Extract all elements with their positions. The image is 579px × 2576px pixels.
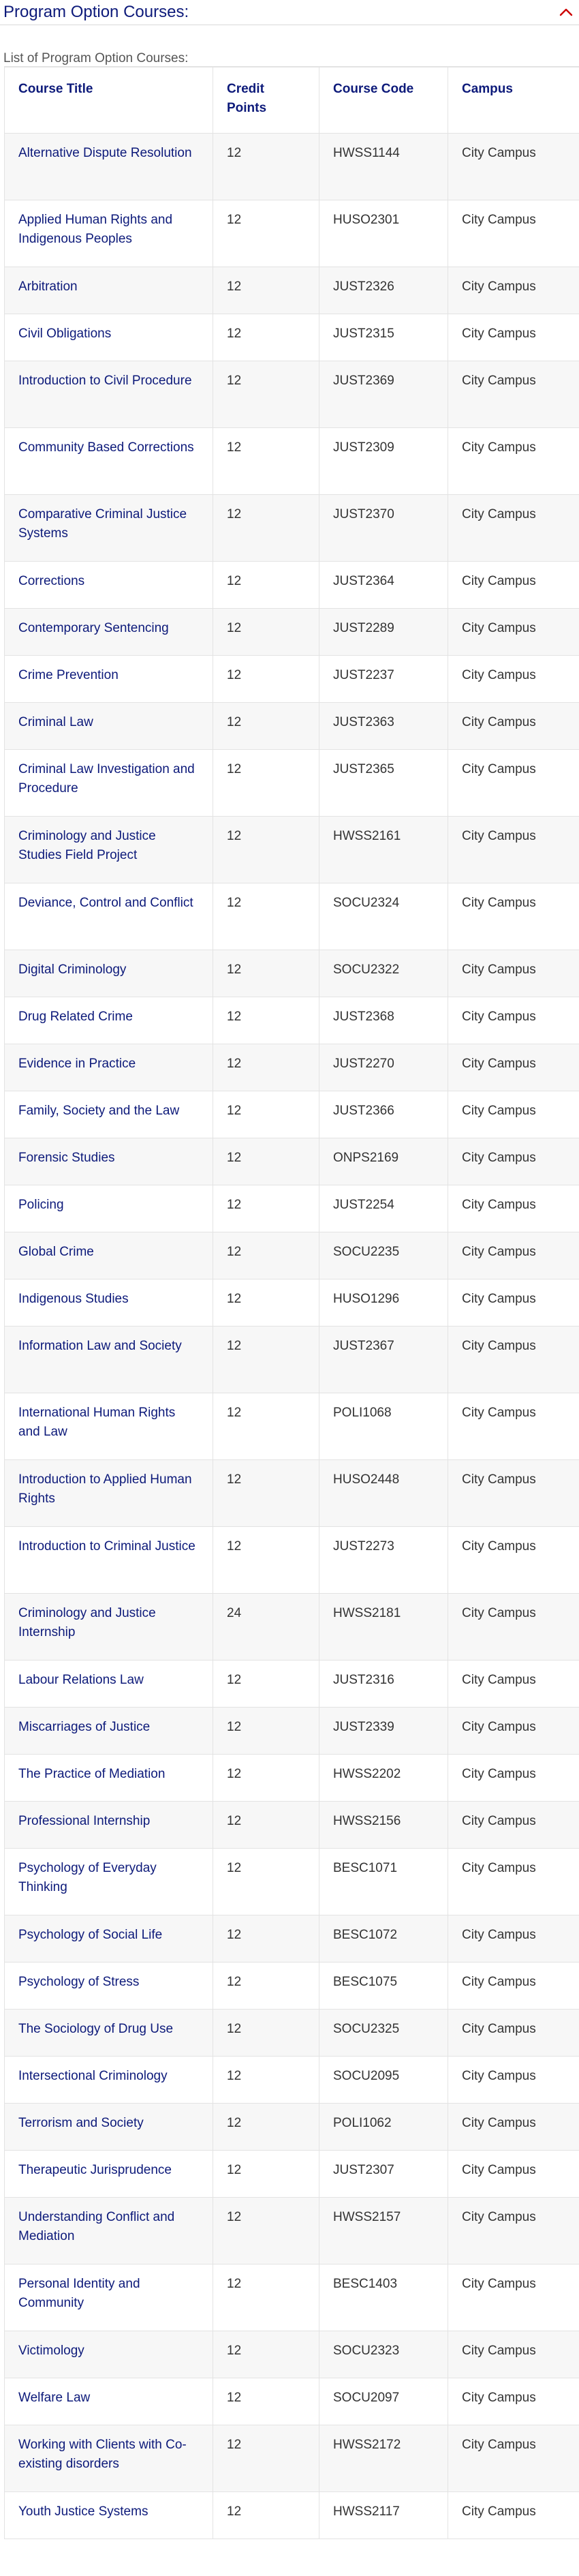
course-code-cell: SOCU2235 [319, 1232, 448, 1279]
course-code-cell: HWSS2117 [319, 2492, 448, 2539]
course-code-cell: JUST2316 [319, 1661, 448, 1708]
course-code-cell: BESC1403 [319, 2264, 448, 2331]
course-title-cell [5, 883, 213, 950]
course-code-cell: BESC1075 [319, 1963, 448, 2010]
campus-cell: City Campus [448, 314, 579, 361]
credit-points-cell: 12 [213, 2151, 319, 2198]
course-title-cell [5, 428, 213, 495]
credit-points-cell: 12 [213, 562, 319, 609]
credit-points-cell: 12 [213, 1232, 319, 1279]
course-code-cell: SOCU2325 [319, 2010, 448, 2057]
course-title-cell [5, 2264, 213, 2331]
course-title-cell [5, 1327, 213, 1393]
table-row [5, 1091, 579, 1138]
course-title-cell [5, 1185, 213, 1232]
credit-points-cell: 12 [213, 200, 319, 267]
table-row [5, 656, 579, 703]
campus-cell: City Campus [448, 1594, 579, 1661]
credit-points-cell: 12 [213, 2104, 319, 2151]
course-title-link[interactable]: Criminal Law Investigation and Procedure [18, 762, 195, 795]
table-row [5, 2010, 579, 2057]
table-row [5, 2264, 579, 2331]
course-title-link[interactable]: Working with Clients with Co-existing disorders [18, 2438, 187, 2471]
courses-table-body [5, 134, 579, 2539]
table-row [5, 200, 579, 267]
table-row [5, 1527, 579, 1594]
credit-points-cell: 12 [213, 1138, 319, 1185]
course-title-link[interactable]: The Practice of Mediation [18, 1767, 166, 1781]
course-title-cell [5, 750, 213, 817]
credit-points-cell: 12 [213, 428, 319, 495]
table-row [5, 950, 579, 997]
course-title-cell [5, 2151, 213, 2198]
campus-cell: City Campus [448, 1460, 579, 1527]
campus-cell: City Campus [448, 1963, 579, 2010]
table-row [5, 997, 579, 1044]
course-title-link[interactable]: International Human Rights and Law [18, 1406, 176, 1439]
course-title-link[interactable]: Indigenous Studies [18, 1292, 129, 1306]
course-title-cell [5, 2057, 213, 2104]
table-row [5, 495, 579, 562]
course-title-cell [5, 2010, 213, 2057]
course-title-link[interactable]: Labour Relations Law [18, 1673, 144, 1687]
course-code-cell: JUST2339 [319, 1708, 448, 1755]
credit-points-cell: 12 [213, 314, 319, 361]
course-code-cell: JUST2366 [319, 1091, 448, 1138]
course-title-link[interactable]: Alternative Dispute Resolution [18, 146, 192, 160]
course-title-link[interactable]: Intersectional Criminology [18, 2069, 168, 2083]
course-code-cell: HWSS2181 [319, 1594, 448, 1661]
table-row [5, 1594, 579, 1661]
course-title-cell [5, 2104, 213, 2151]
course-title-link[interactable]: Introduction to Criminal Justice [18, 1539, 195, 1554]
table-row [5, 428, 579, 495]
courses-table [4, 66, 579, 2539]
course-title-link[interactable]: Deviance, Control and Conflict [18, 896, 193, 910]
course-title-cell [5, 656, 213, 703]
credit-points-cell: 12 [213, 1393, 319, 1460]
course-title-cell [5, 267, 213, 314]
table-row [5, 562, 579, 609]
course-title-cell [5, 2492, 213, 2539]
credit-points-cell: 12 [213, 1802, 319, 1849]
campus-cell: City Campus [448, 1661, 579, 1708]
credit-points-cell: 12 [213, 817, 319, 883]
course-code-cell: HUSO1296 [319, 1279, 448, 1327]
campus-cell: City Campus [448, 2057, 579, 2104]
column-header-campus: Campus [448, 67, 579, 134]
table-row [5, 2378, 579, 2425]
course-title-cell [5, 1802, 213, 1849]
table-row [5, 2425, 579, 2492]
campus-cell: City Campus [448, 2104, 579, 2151]
course-title-cell [5, 134, 213, 200]
credit-points-cell: 12 [213, 495, 319, 562]
table-row [5, 2104, 579, 2151]
column-header-course-title: Course Title [5, 67, 213, 134]
course-title-cell [5, 314, 213, 361]
credit-points-cell: 12 [213, 1327, 319, 1393]
course-title-link[interactable]: Psychology of Social Life [18, 1928, 163, 1942]
course-code-cell: JUST2307 [319, 2151, 448, 2198]
credit-points-cell: 12 [213, 361, 319, 428]
campus-cell: City Campus [448, 200, 579, 267]
course-title-cell [5, 950, 213, 997]
campus-cell: City Campus [448, 428, 579, 495]
course-code-cell: JUST2270 [319, 1044, 448, 1091]
table-row [5, 314, 579, 361]
course-title-link[interactable]: Information Law and Society [18, 1339, 182, 1353]
course-code-cell: POLI1062 [319, 2104, 448, 2151]
credit-points-cell: 12 [213, 2425, 319, 2492]
course-code-cell: SOCU2322 [319, 950, 448, 997]
credit-points-cell: 12 [213, 1708, 319, 1755]
credit-points-cell: 12 [213, 609, 319, 656]
course-title-cell [5, 2331, 213, 2378]
course-title-cell [5, 495, 213, 562]
course-title-link[interactable]: Terrorism and Society [18, 2116, 144, 2130]
course-title-cell [5, 1091, 213, 1138]
course-code-cell: ONPS2169 [319, 1138, 448, 1185]
credit-points-cell: 12 [213, 1915, 319, 1963]
table-row [5, 2331, 579, 2378]
credit-points-cell: 12 [213, 2198, 319, 2264]
course-title-cell [5, 1849, 213, 1915]
credit-points-cell: 12 [213, 267, 319, 314]
campus-cell: City Campus [448, 1802, 579, 1849]
credit-points-cell: 12 [213, 1185, 319, 1232]
course-title-link[interactable]: Miscarriages of Justice [18, 1720, 151, 1734]
course-title-link[interactable]: Global Crime [18, 1245, 94, 1259]
course-title-cell [5, 1755, 213, 1802]
credit-points-cell: 12 [213, 883, 319, 950]
table-row [5, 1279, 579, 1327]
table-row [5, 883, 579, 950]
credit-points-cell: 12 [213, 2264, 319, 2331]
table-row [5, 1849, 579, 1915]
campus-cell: City Campus [448, 883, 579, 950]
course-title-link[interactable]: Understanding Conflict and Mediation [18, 2210, 175, 2243]
table-row [5, 1044, 579, 1091]
table-row [5, 1138, 579, 1185]
course-title-link[interactable]: Therapeutic Jurisprudence [18, 2163, 172, 2177]
campus-cell: City Campus [448, 1849, 579, 1915]
credit-points-cell: 12 [213, 1755, 319, 1802]
course-title-link[interactable]: Criminal Law [18, 715, 93, 729]
course-code-cell: HWSS1144 [319, 134, 448, 200]
course-title-link[interactable]: Civil Obligations [18, 327, 112, 341]
section-title: Program Option Courses: [3, 3, 189, 21]
credit-points-cell: 12 [213, 750, 319, 817]
campus-cell: City Campus [448, 703, 579, 750]
credit-points-cell: 12 [213, 1527, 319, 1594]
campus-cell: City Campus [448, 2492, 579, 2539]
course-code-cell: JUST2369 [319, 361, 448, 428]
course-title-link[interactable]: Comparative Criminal Justice Systems [18, 507, 187, 541]
campus-cell: City Campus [448, 2010, 579, 2057]
course-code-cell: HUSO2448 [319, 1460, 448, 1527]
course-title-link[interactable]: Family, Society and the Law [18, 1104, 180, 1118]
campus-cell: City Campus [448, 134, 579, 200]
course-title-cell [5, 2378, 213, 2425]
campus-cell: City Campus [448, 817, 579, 883]
course-code-cell: JUST2309 [319, 428, 448, 495]
course-code-cell: HWSS2172 [319, 2425, 448, 2492]
credit-points-cell: 12 [213, 997, 319, 1044]
course-title-cell [5, 1044, 213, 1091]
credit-points-cell: 12 [213, 1091, 319, 1138]
table-row [5, 1232, 579, 1279]
course-title-link[interactable]: Evidence in Practice [18, 1057, 136, 1071]
table-row [5, 267, 579, 314]
course-title-link[interactable]: Contemporary Sentencing [18, 621, 169, 635]
course-title-cell [5, 562, 213, 609]
table-row [5, 2057, 579, 2104]
campus-cell: City Campus [448, 1708, 579, 1755]
course-code-cell: JUST2363 [319, 703, 448, 750]
course-code-cell: JUST2368 [319, 997, 448, 1044]
course-code-cell: SOCU2324 [319, 883, 448, 950]
credit-points-cell: 12 [213, 2010, 319, 2057]
credit-points-cell: 12 [213, 2331, 319, 2378]
table-row [5, 2151, 579, 2198]
table-row [5, 1708, 579, 1755]
campus-cell: City Campus [448, 2425, 579, 2492]
course-title-cell [5, 361, 213, 428]
course-title-link[interactable]: The Sociology of Drug Use [18, 2022, 174, 2036]
campus-cell: City Campus [448, 1755, 579, 1802]
table-row [5, 817, 579, 883]
course-code-cell: POLI1068 [319, 1393, 448, 1460]
table-row [5, 1393, 579, 1460]
course-title-cell [5, 2198, 213, 2264]
campus-cell: City Campus [448, 361, 579, 428]
course-title-link[interactable]: Digital Criminology [18, 963, 127, 977]
course-code-cell: JUST2370 [319, 495, 448, 562]
course-title-cell [5, 1279, 213, 1327]
course-code-cell: HUSO2301 [319, 200, 448, 267]
table-row [5, 1661, 579, 1708]
course-code-cell: HWSS2157 [319, 2198, 448, 2264]
course-title-link[interactable]: Introduction to Applied Human Rights [18, 1472, 192, 1506]
campus-cell: City Campus [448, 1232, 579, 1279]
campus-cell: City Campus [448, 2264, 579, 2331]
course-code-cell: JUST2364 [319, 562, 448, 609]
campus-cell: City Campus [448, 2378, 579, 2425]
course-code-cell: HWSS2156 [319, 1802, 448, 1849]
course-title-cell [5, 200, 213, 267]
table-row [5, 1185, 579, 1232]
course-code-cell: JUST2315 [319, 314, 448, 361]
table-row [5, 1963, 579, 2010]
course-code-cell: BESC1072 [319, 1915, 448, 1963]
campus-cell: City Campus [448, 1915, 579, 1963]
campus-cell: City Campus [448, 1279, 579, 1327]
campus-cell: City Campus [448, 750, 579, 817]
accordion-header[interactable] [0, 0, 579, 25]
credit-points-cell: 12 [213, 1044, 319, 1091]
course-title-cell [5, 1708, 213, 1755]
table-row [5, 1802, 579, 1849]
credit-points-cell: 12 [213, 1460, 319, 1527]
course-title-cell [5, 1232, 213, 1279]
course-code-cell: SOCU2097 [319, 2378, 448, 2425]
course-title-link[interactable]: Crime Prevention [18, 668, 119, 682]
campus-cell: City Campus [448, 562, 579, 609]
campus-cell: City Campus [448, 1393, 579, 1460]
campus-cell: City Campus [448, 2198, 579, 2264]
course-title-link[interactable]: Victimology [18, 2344, 84, 2358]
campus-cell: City Campus [448, 2151, 579, 2198]
credit-points-cell: 24 [213, 1594, 319, 1661]
course-code-cell: JUST2289 [319, 609, 448, 656]
course-title-cell [5, 1393, 213, 1460]
course-title-link[interactable]: Criminology and Justice Internship [18, 1606, 156, 1639]
course-code-cell: SOCU2323 [319, 2331, 448, 2378]
campus-cell: City Campus [448, 495, 579, 562]
table-row [5, 1755, 579, 1802]
campus-cell: City Campus [448, 267, 579, 314]
table-row [5, 2198, 579, 2264]
credit-points-cell: 12 [213, 2057, 319, 2104]
table-row [5, 609, 579, 656]
course-title-link[interactable]: Personal Identity and Community [18, 2277, 140, 2310]
course-title-link[interactable]: Arbitration [18, 279, 78, 294]
campus-cell: City Campus [448, 1091, 579, 1138]
course-title-cell [5, 609, 213, 656]
campus-cell: City Campus [448, 1327, 579, 1393]
campus-cell: City Campus [448, 2331, 579, 2378]
campus-cell: City Campus [448, 997, 579, 1044]
course-title-link[interactable]: Drug Related Crime [18, 1010, 133, 1024]
course-title-cell [5, 1963, 213, 2010]
course-title-link[interactable]: Welfare Law [18, 2391, 91, 2405]
course-title-cell [5, 817, 213, 883]
chevron-up-icon[interactable] [557, 3, 575, 21]
course-title-link[interactable]: Psychology of Stress [18, 1975, 140, 1989]
credit-points-cell: 12 [213, 134, 319, 200]
credit-points-cell: 12 [213, 1849, 319, 1915]
course-title-link[interactable]: Corrections [18, 574, 85, 588]
credit-points-cell: 12 [213, 1661, 319, 1708]
course-title-link[interactable]: Policing [18, 1198, 64, 1212]
course-title-link[interactable]: Community Based Corrections [18, 440, 194, 455]
campus-cell: City Campus [448, 609, 579, 656]
course-code-cell: JUST2326 [319, 267, 448, 314]
course-title-link[interactable]: Psychology of Everyday Thinking [18, 1861, 157, 1894]
course-title-cell [5, 1661, 213, 1708]
course-title-cell [5, 703, 213, 750]
campus-cell: City Campus [448, 1185, 579, 1232]
table-row [5, 361, 579, 428]
credit-points-cell: 12 [213, 2378, 319, 2425]
course-title-link[interactable]: Applied Human Rights and Indigenous Peoples [18, 213, 173, 246]
table-row [5, 1327, 579, 1393]
course-title-cell [5, 1138, 213, 1185]
credit-points-cell: 12 [213, 703, 319, 750]
course-title-link[interactable]: Criminology and Justice Studies Field Project [18, 829, 156, 862]
table-row [5, 134, 579, 200]
course-title-cell [5, 1594, 213, 1661]
course-title-link[interactable]: Forensic Studies [18, 1151, 115, 1165]
section-intro: List of Program Option Courses: [3, 51, 189, 65]
table-header-row [5, 67, 579, 134]
campus-cell: City Campus [448, 656, 579, 703]
credit-points-cell: 12 [213, 1963, 319, 2010]
credit-points-cell: 12 [213, 1279, 319, 1327]
course-code-cell: JUST2273 [319, 1527, 448, 1594]
course-title-cell [5, 1915, 213, 1963]
credit-points-cell: 12 [213, 2492, 319, 2539]
course-title-link[interactable]: Youth Justice Systems [18, 2504, 148, 2519]
course-code-cell: HWSS2161 [319, 817, 448, 883]
campus-cell: City Campus [448, 1044, 579, 1091]
course-title-cell [5, 1460, 213, 1527]
course-code-cell: JUST2365 [319, 750, 448, 817]
campus-cell: City Campus [448, 950, 579, 997]
table-row [5, 1915, 579, 1963]
course-title-link[interactable]: Introduction to Civil Procedure [18, 374, 192, 388]
column-header-course-code: Course Code [319, 67, 448, 134]
credit-points-cell: 12 [213, 656, 319, 703]
table-row [5, 703, 579, 750]
credit-points-cell: 12 [213, 950, 319, 997]
table-row [5, 750, 579, 817]
column-header-credit-points: Credit Points [213, 67, 319, 134]
table-row [5, 1460, 579, 1527]
course-title-link[interactable]: Professional Internship [18, 1814, 151, 1828]
campus-cell: City Campus [448, 1527, 579, 1594]
course-title-cell [5, 997, 213, 1044]
course-title-cell [5, 1527, 213, 1594]
course-code-cell: SOCU2095 [319, 2057, 448, 2104]
course-code-cell: JUST2237 [319, 656, 448, 703]
table-row [5, 2492, 579, 2539]
campus-cell: City Campus [448, 1138, 579, 1185]
course-code-cell: JUST2254 [319, 1185, 448, 1232]
course-title-cell [5, 2425, 213, 2492]
course-code-cell: JUST2367 [319, 1327, 448, 1393]
course-code-cell: HWSS2202 [319, 1755, 448, 1802]
course-code-cell: BESC1071 [319, 1849, 448, 1915]
